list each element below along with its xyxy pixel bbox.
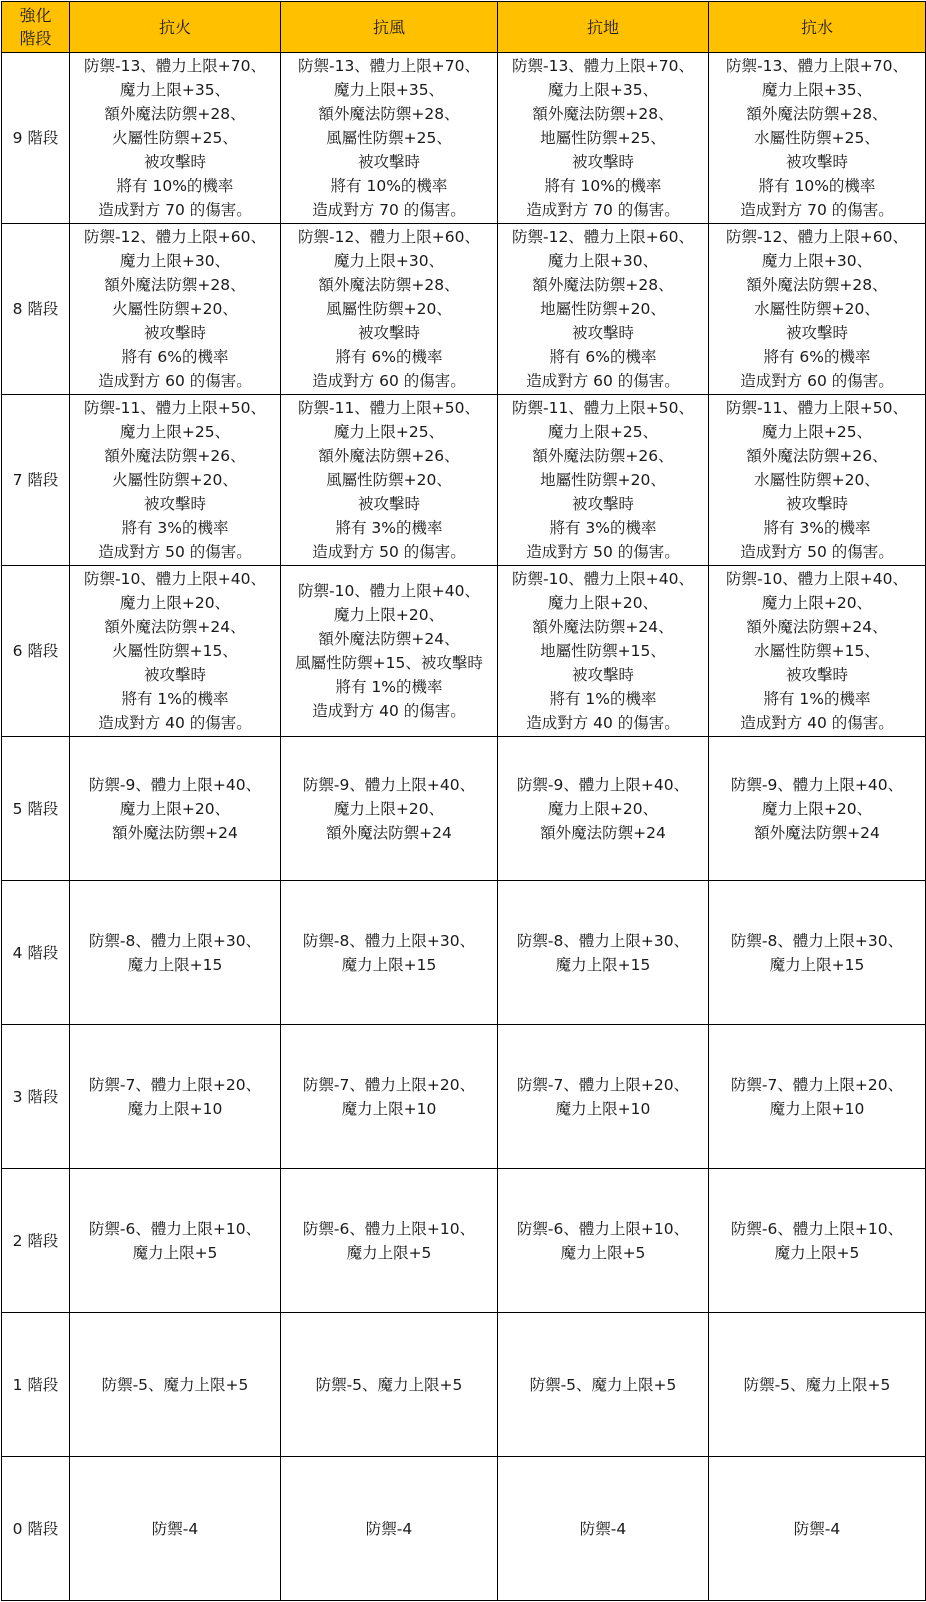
table-cell: 防禦-4	[281, 1457, 498, 1601]
table-row	[2, 881, 926, 1025]
table-cell: 防禦-8、體力上限+30、 魔力上限+15	[709, 881, 926, 1025]
table-cell: 防禦-11、體力上限+50、 魔力上限+25、 額外魔法防禦+26、 風屬性防禦+20、 被攻擊時 將有 3%的機率 造成對方 50 的傷害。	[281, 395, 498, 566]
stage-cell: 8 階段	[2, 224, 70, 395]
table-cell: 防禦-11、體力上限+50、 魔力上限+25、 額外魔法防禦+26、 水屬性防禦+20、 被攻擊時 將有 3%的機率 造成對方 50 的傷害。	[709, 395, 926, 566]
header-earth-resist: 抗地	[498, 2, 709, 53]
table-cell: 防禦-10、體力上限+40、 魔力上限+20、 額外魔法防禦+24、 水屬性防禦+15、 被攻擊時 將有 1%的機率 造成對方 40 的傷害。	[709, 566, 926, 737]
table-cell: 防禦-7、體力上限+20、 魔力上限+10	[498, 1025, 709, 1169]
table-cell: 防禦-11、體力上限+50、 魔力上限+25、 額外魔法防禦+26、 火屬性防禦+20、 被攻擊時 將有 3%的機率 造成對方 50 的傷害。	[70, 395, 281, 566]
header-row	[2, 2, 926, 53]
table-cell: 防禦-4	[709, 1457, 926, 1601]
table-cell: 防禦-5、魔力上限+5	[281, 1313, 498, 1457]
table-row	[2, 395, 926, 566]
table-cell: 防禦-13、體力上限+70、 魔力上限+35、 額外魔法防禦+28、 風屬性防禦+25、 被攻擊時 將有 10%的機率 造成對方 70 的傷害。	[281, 53, 498, 224]
header-wind-resist: 抗風	[281, 2, 498, 53]
table-row	[2, 737, 926, 881]
table-cell: 防禦-9、體力上限+40、 魔力上限+20、 額外魔法防禦+24	[709, 737, 926, 881]
table-cell: 防禦-9、體力上限+40、 魔力上限+20、 額外魔法防禦+24	[70, 737, 281, 881]
table-cell: 防禦-9、體力上限+40、 魔力上限+20、 額外魔法防禦+24	[498, 737, 709, 881]
table-cell: 防禦-7、體力上限+20、 魔力上限+10	[70, 1025, 281, 1169]
table-cell: 防禦-13、體力上限+70、 魔力上限+35、 額外魔法防禦+28、 水屬性防禦+25、 被攻擊時 將有 10%的機率 造成對方 70 的傷害。	[709, 53, 926, 224]
table-cell: 防禦-12、體力上限+60、 魔力上限+30、 額外魔法防禦+28、 水屬性防禦+20、 被攻擊時 將有 6%的機率 造成對方 60 的傷害。	[709, 224, 926, 395]
table-row	[2, 1169, 926, 1313]
table-cell: 防禦-8、體力上限+30、 魔力上限+15	[70, 881, 281, 1025]
table-cell: 防禦-7、體力上限+20、 魔力上限+10	[709, 1025, 926, 1169]
table-cell: 防禦-12、體力上限+60、 魔力上限+30、 額外魔法防禦+28、 火屬性防禦+20、 被攻擊時 將有 6%的機率 造成對方 60 的傷害。	[70, 224, 281, 395]
header-fire-resist: 抗火	[70, 2, 281, 53]
table-cell: 防禦-5、魔力上限+5	[709, 1313, 926, 1457]
table-cell: 防禦-4	[498, 1457, 709, 1601]
table-cell: 防禦-10、體力上限+40、 魔力上限+20、 額外魔法防禦+24、 火屬性防禦+15、 被攻擊時 將有 1%的機率 造成對方 40 的傷害。	[70, 566, 281, 737]
stage-cell: 4 階段	[2, 881, 70, 1025]
stage-cell: 9 階段	[2, 53, 70, 224]
table-row	[2, 224, 926, 395]
table-cell: 防禦-10、體力上限+40、 魔力上限+20、 額外魔法防禦+24、 地屬性防禦+15、 被攻擊時 將有 1%的機率 造成對方 40 的傷害。	[498, 566, 709, 737]
table-cell: 防禦-6、體力上限+10、 魔力上限+5	[70, 1169, 281, 1313]
table-cell: 防禦-13、體力上限+70、 魔力上限+35、 額外魔法防禦+28、 火屬性防禦+25、 被攻擊時 將有 10%的機率 造成對方 70 的傷害。	[70, 53, 281, 224]
table-cell: 防禦-11、體力上限+50、 魔力上限+25、 額外魔法防禦+26、 地屬性防禦+20、 被攻擊時 將有 3%的機率 造成對方 50 的傷害。	[498, 395, 709, 566]
stage-cell: 7 階段	[2, 395, 70, 566]
header-water-resist: 抗水	[709, 2, 926, 53]
stage-cell: 0 階段	[2, 1457, 70, 1601]
table-row	[2, 1457, 926, 1601]
table-row	[2, 1313, 926, 1457]
table-row	[2, 53, 926, 224]
table-cell: 防禦-8、體力上限+30、 魔力上限+15	[281, 881, 498, 1025]
table-cell: 防禦-10、體力上限+40、 魔力上限+20、 額外魔法防禦+24、 風屬性防禦+15、被攻擊時 將有 1%的機率 造成對方 40 的傷害。	[281, 566, 498, 737]
stage-cell: 3 階段	[2, 1025, 70, 1169]
table-cell: 防禦-6、體力上限+10、 魔力上限+5	[709, 1169, 926, 1313]
stage-cell: 5 階段	[2, 737, 70, 881]
table-cell: 防禦-5、魔力上限+5	[70, 1313, 281, 1457]
table-cell: 防禦-8、體力上限+30、 魔力上限+15	[498, 881, 709, 1025]
table-cell: 防禦-4	[70, 1457, 281, 1601]
table-cell: 防禦-13、體力上限+70、 魔力上限+35、 額外魔法防禦+28、 地屬性防禦+25、 被攻擊時 將有 10%的機率 造成對方 70 的傷害。	[498, 53, 709, 224]
table-row	[2, 566, 926, 737]
table-cell: 防禦-12、體力上限+60、 魔力上限+30、 額外魔法防禦+28、 地屬性防禦+20、 被攻擊時 將有 6%的機率 造成對方 60 的傷害。	[498, 224, 709, 395]
table-cell: 防禦-5、魔力上限+5	[498, 1313, 709, 1457]
stage-cell: 2 階段	[2, 1169, 70, 1313]
table-cell: 防禦-9、體力上限+40、 魔力上限+20、 額外魔法防禦+24	[281, 737, 498, 881]
table-cell: 防禦-6、體力上限+10、 魔力上限+5	[498, 1169, 709, 1313]
enhancement-table	[1, 1, 926, 1601]
stage-cell: 6 階段	[2, 566, 70, 737]
table-cell: 防禦-6、體力上限+10、 魔力上限+5	[281, 1169, 498, 1313]
header-stage-label: 強化 階段	[2, 2, 70, 53]
stage-cell: 1 階段	[2, 1313, 70, 1457]
table-cell: 防禦-7、體力上限+20、 魔力上限+10	[281, 1025, 498, 1169]
table-cell: 防禦-12、體力上限+60、 魔力上限+30、 額外魔法防禦+28、 風屬性防禦+20、 被攻擊時 將有 6%的機率 造成對方 60 的傷害。	[281, 224, 498, 395]
table-row	[2, 1025, 926, 1169]
